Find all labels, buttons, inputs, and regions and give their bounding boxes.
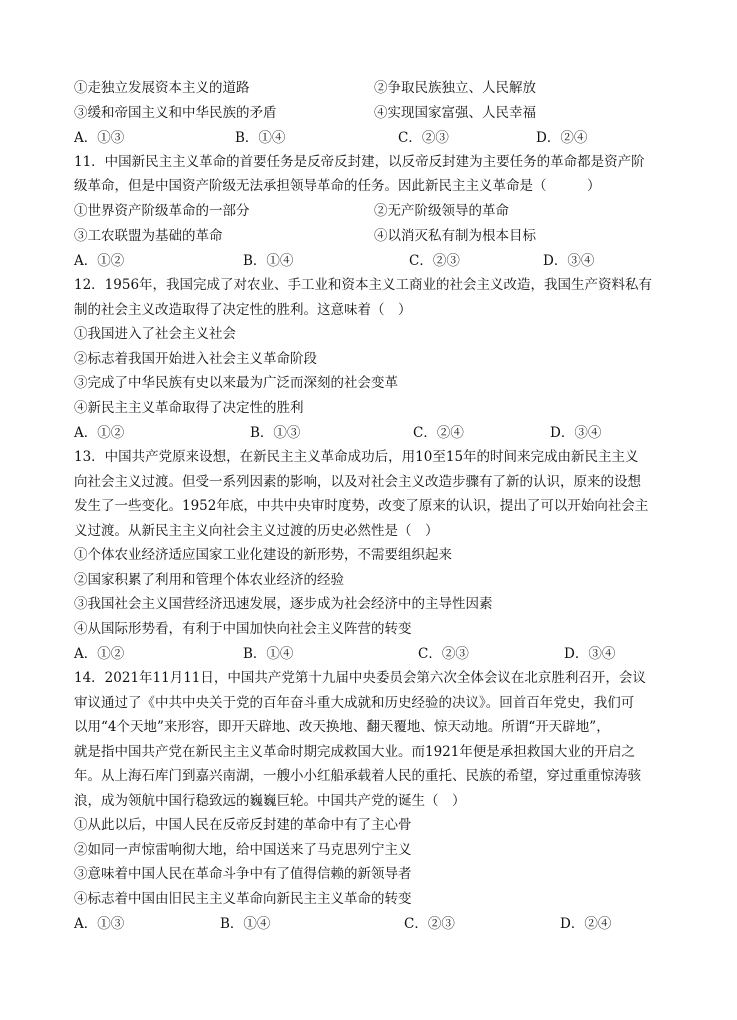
q14-stem-line-3: 以用“4个天地”来形容，即开天辟地、改天换地、翻天覆地、惊天动地。所谓“开天辟地”， [74,719,610,735]
q13-answer-a: A．①② [74,646,125,662]
q10-answer-b: B．①④ [235,130,286,146]
q10-answer-row [74,126,674,150]
q14-answer-b: B．①④ [220,916,271,932]
q12-answer-row [74,421,674,445]
q14-option-1: ①从此以后，中国人民在反帝反封建的革命中有了主心骨 [74,817,412,833]
q14-stem-line-2: 审议通过了《中共中央关于党的百年奋斗重大成就和历史经验的决议》。回首百年党史，我们可 [74,695,635,711]
q14-answer-a: A．①③ [74,916,125,932]
q14-option-3: ③意味着中国人民在革命斗争中有了值得信赖的新领导者 [74,866,412,882]
q13-answer-b: B．①④ [243,646,294,662]
q14-stem-line-4: 就是指中国共产党在新民主主义革命时期完成救国大业。而1921年便是承担救国大业的开启之 [74,744,635,760]
q14-answer-row [74,912,674,936]
q11-answer-c: C．②③ [409,253,460,269]
q11-option-row-1 [74,199,674,223]
q13-stem-line-2: 向社会主义过渡。但受一系列因素的影响，以及对社会主义改造步骤有了新的认识，原来的设想 [74,474,641,490]
q12-answer-a: A．①② [74,425,125,441]
q13-option-4: ④从国际形势看，有利于中国加快向社会主义阵营的转变 [74,621,412,637]
q12-answer-c: C．②④ [413,425,464,441]
q14-stem-line-6: 浪，成为领航中国行稳致远的巍巍巨轮。中国共产党的诞生（ ） [74,793,466,809]
q10-option-4: ④实现国家富强、人民幸福 [374,105,536,121]
q12-option-1: ①我国进入了社会主义社会 [74,326,236,342]
q12-stem-line-1: 12．1956年，我国完成了对农业、手工业和资本主义工商业的社会主义改造，我国生产资料私有 [74,277,653,293]
q11-option-1: ①世界资产阶级革命的一部分 [74,203,250,219]
q13-stem-line-4: 义过渡。从新民主主义向社会主义过渡的历史必然性是（ ） [74,523,439,539]
q11-option-4: ④以消灭私有制为根本目标 [374,228,536,244]
q13-option-2: ②国家积累了利用和管理个体农业经济的经验 [74,572,344,588]
q14-answer-d: D．②④ [560,916,612,932]
q10-option-3: ③缓和帝国主义和中华民族的矛盾 [74,105,277,121]
q10-option-row-1 [74,76,674,100]
q12-answer-b: B．①③ [250,425,301,441]
q11-option-2: ②无产阶级领导的革命 [374,203,509,219]
q11-option-3: ③工农联盟为基础的革命 [74,228,223,244]
q13-stem-line-1: 13．中国共产党原来设想，在新民主主义革命成功后，用10至15年的时间来完成由新民主主义 [74,449,639,465]
q11-answer-d: D．③④ [543,253,595,269]
q10-answer-a: A．①③ [74,130,125,146]
q13-answer-d: D．③④ [564,646,616,662]
q13-option-1: ①个体农业经济适应国家工业化建设的新形势，不需要组织起来 [74,547,452,563]
q11-option-row-2 [74,224,674,248]
q10-option-row-2 [74,101,674,125]
q10-answer-c: C．②③ [398,130,449,146]
q12-answer-d: D．③④ [550,425,602,441]
q11-stem-line-1: 11．中国新民主主义革命的首要任务是反帝反封建，以反帝反封建为主要任务的革命都是资产阶 [74,154,645,170]
q11-stem-line-2: 级革命，但是中国资产阶级无法承担领导革命的任务。因此新民主主义革命是（ ） [74,178,601,194]
q14-stem-line-1: 14．2021年11月11日，中国共产党第十九届中央委员会第六次全体会议在北京胜利召开，会议 [74,670,646,686]
q10-answer-d: D．②④ [536,130,588,146]
q14-answer-c: C．②③ [404,916,455,932]
q12-option-2: ②标志着我国开始进入社会主义革命阶段 [74,351,317,367]
q12-option-3: ③完成了中华民族有史以来最为广泛而深刻的社会变革 [74,375,398,391]
q11-answer-a: A．①② [74,253,125,269]
q13-answer-c: C．②③ [418,646,469,662]
q14-option-2: ②如同一声惊雷响彻大地，给中国送来了马克思列宁主义 [74,842,412,858]
q11-answer-row [74,249,674,273]
q14-stem-line-5: 年。从上海石库门到嘉兴南湖，一艘小小红船承载着人民的重托、民族的希望，穿过重重惊涛骇 [74,768,641,784]
q10-option-1: ①走独立发展资本主义的道路 [74,80,250,96]
q12-option-4: ④新民主主义革命取得了决定性的胜利 [74,400,304,416]
q11-answer-b: B．①④ [243,253,294,269]
q13-answer-row [74,642,674,666]
q13-stem-line-3: 发生了一些变化。1952年底，中共中央审时度势，改变了原来的认识，提出了可以开始向社会主 [74,498,649,514]
q14-option-4: ④标志着中国由旧民主主义革命向新民主主义革命的转变 [74,891,412,907]
q12-stem-line-2: 制的社会主义改造取得了决定性的胜利。这意味着（ ） [74,302,412,318]
q13-option-3: ③我国社会主义国营经济迅速发展，逐步成为社会经济中的主导性因素 [74,596,493,612]
q10-option-2: ②争取民族独立、人民解放 [374,80,536,96]
